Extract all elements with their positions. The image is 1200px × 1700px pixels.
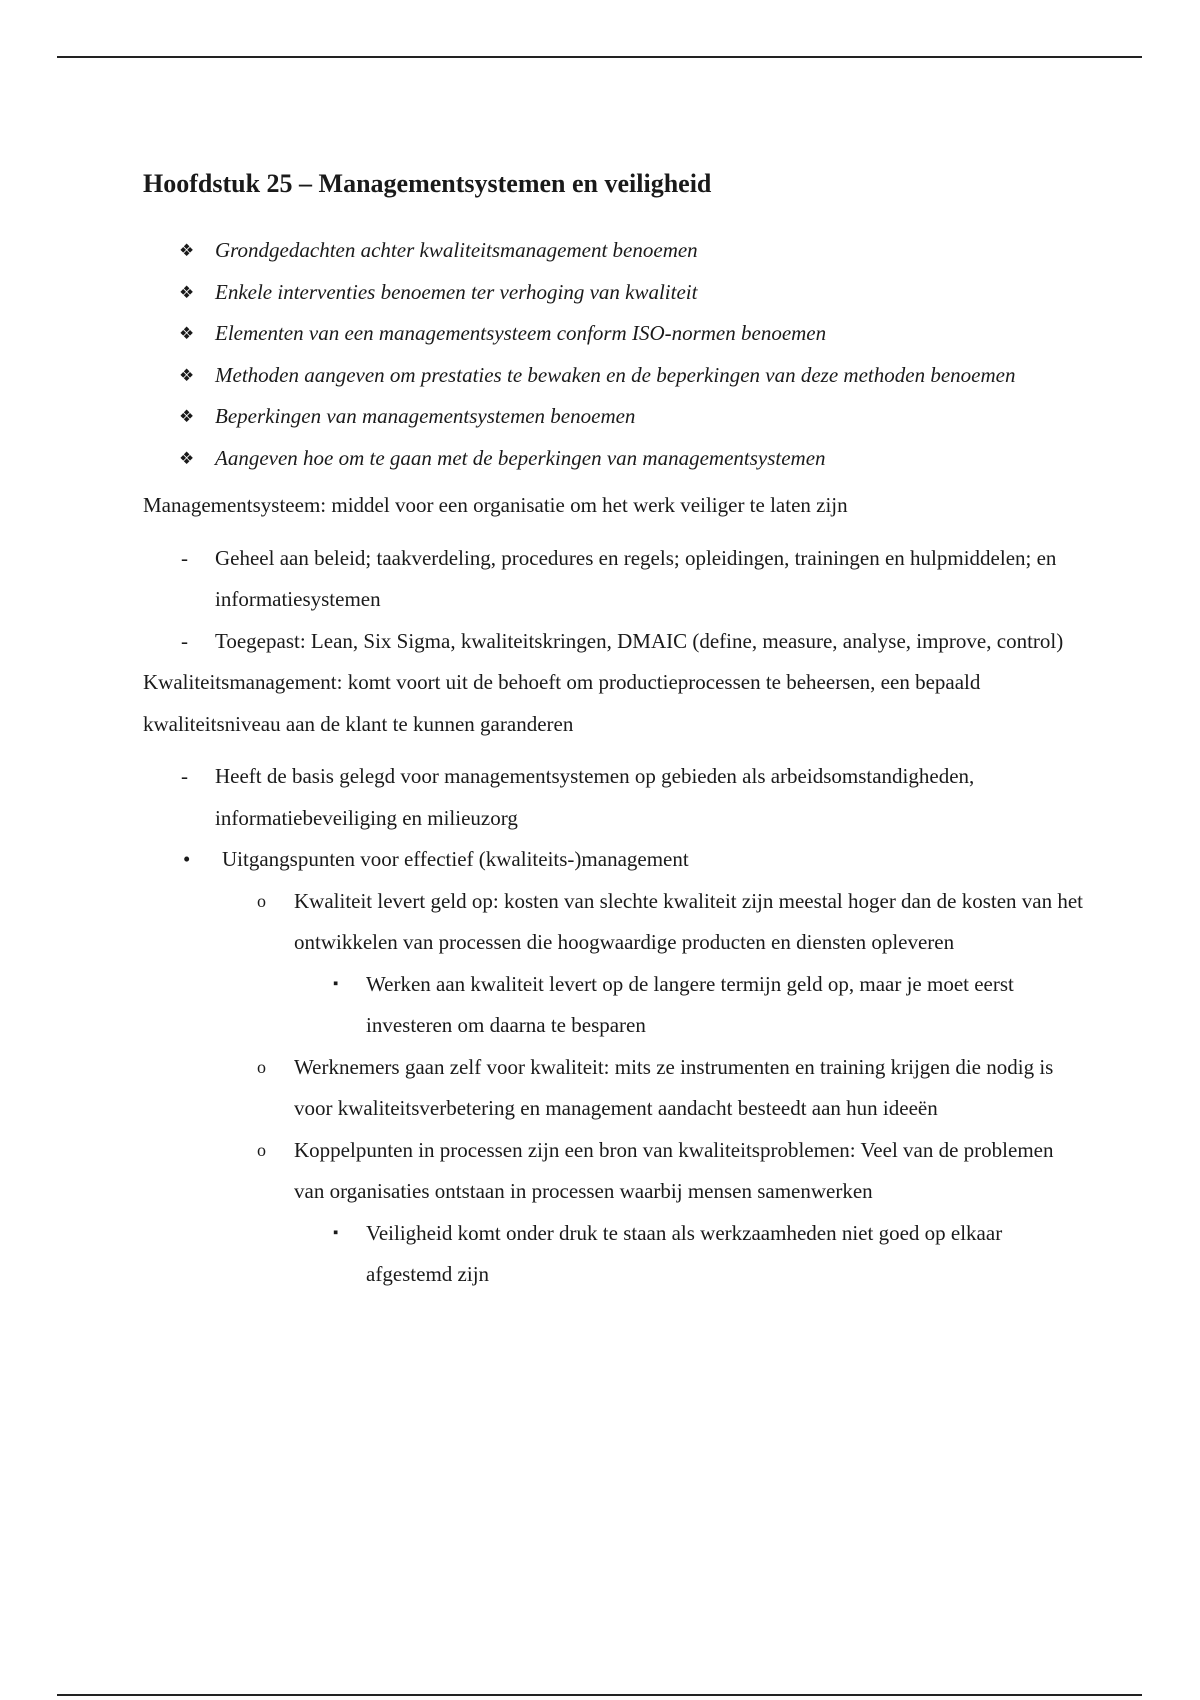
dash-bullet-icon: - bbox=[181, 628, 188, 653]
circle-bullet-icon: o bbox=[257, 890, 266, 911]
circle-bullet-icon: o bbox=[257, 1056, 266, 1077]
objective-text: Elementen van een managementsysteem conform ISO-normen benoemen bbox=[215, 321, 827, 345]
diamond-bullet-icon: ❖ bbox=[179, 241, 195, 260]
objective-text: Beperkingen van managementsystemen benoemen bbox=[215, 404, 636, 428]
square-bullet-icon: ▪ bbox=[333, 975, 339, 992]
principles-list bbox=[143, 839, 1083, 881]
list-item bbox=[143, 538, 1083, 621]
subitem-text: Werken aan kwaliteit levert op de langere termijn geld op, maar je moet eerst investeren om daarna te besparen bbox=[366, 971, 1014, 1037]
learning-objectives bbox=[143, 230, 1083, 479]
list-item-text: Heeft de basis gelegd voor managementsystemen op gebieden als arbeidsomstandigheden, informatiebeveiliging en milieuzorg bbox=[215, 764, 975, 830]
objective-item bbox=[143, 230, 1083, 272]
principle-text: Werknemers gaan zelf voor kwaliteit: mits ze instrumenten en training krijgen die nodig is voor kwaliteitsverbetering en management aandacht besteedt aan hun ideeën bbox=[294, 1054, 1054, 1120]
list-item bbox=[143, 839, 1083, 881]
top-rule bbox=[57, 56, 1142, 58]
principle-row bbox=[143, 1130, 1083, 1213]
subitem-row bbox=[143, 964, 1083, 1047]
list-item bbox=[143, 756, 1083, 839]
principle-row bbox=[143, 1047, 1083, 1130]
dot-bullet-icon: • bbox=[183, 847, 191, 871]
subitem-text: Veiligheid komt onder druk te staan als werkzaamheden niet goed op elkaar afgestemd zijn bbox=[366, 1220, 1003, 1286]
principle-item bbox=[143, 1047, 1083, 1130]
list-item-text: Geheel aan beleid; taakverdeling, procedures en regels; opleidingen, trainingen en hulpmiddelen; en informatiesystemen bbox=[215, 545, 1057, 611]
diamond-bullet-icon: ❖ bbox=[179, 448, 195, 468]
diamond-bullet-icon: ❖ bbox=[179, 324, 195, 343]
diamond-bullet-icon: ❖ bbox=[179, 365, 195, 385]
objective-item bbox=[143, 272, 1083, 314]
principle-subitems bbox=[143, 1213, 1083, 1296]
chapter-title: Hoofdstuk 25 – Managementsystemen en veiligheid bbox=[143, 169, 712, 198]
principle-row bbox=[143, 881, 1083, 964]
bottom-rule bbox=[57, 1694, 1142, 1696]
managementsysteem-definition: Managementsysteem: middel voor een organisatie om het werk veiliger te laten zijn bbox=[143, 493, 848, 517]
document-body bbox=[143, 160, 1083, 1296]
diamond-bullet-icon: ❖ bbox=[179, 282, 195, 302]
objective-item bbox=[143, 313, 1083, 355]
principle-text: Kwaliteit levert geld op: kosten van slechte kwaliteit zijn meestal hoger dan de kosten van het ontwikkelen van processen die hoogwaardige producten en diensten opleveren bbox=[294, 888, 1084, 954]
subitem-row bbox=[143, 1213, 1083, 1296]
list-item bbox=[143, 621, 1083, 663]
objective-text: Enkele interventies benoemen ter verhoging van kwaliteit bbox=[215, 279, 698, 304]
dash-bullet-icon: - bbox=[181, 764, 188, 788]
square-bullet-icon: ▪ bbox=[333, 1224, 339, 1241]
objective-text: Grondgedachten achter kwaliteitsmanagement benoemen bbox=[215, 238, 698, 262]
objective-item bbox=[143, 438, 1083, 480]
circle-bullet-icon: o bbox=[257, 1139, 266, 1160]
principle-item bbox=[143, 1130, 1083, 1296]
principle-text: Koppelpunten in processen zijn een bron van kwaliteitsproblemen: Veel van de problemen van organisaties ontstaan in processen waarbij mensen samenwerken bbox=[294, 1137, 1054, 1203]
diamond-bullet-icon: ❖ bbox=[179, 407, 195, 426]
principle-subitems bbox=[143, 964, 1083, 1047]
managementsysteem-points bbox=[143, 538, 1083, 663]
objective-item bbox=[143, 355, 1083, 397]
kwaliteitsmanagement-points bbox=[143, 756, 1083, 839]
objective-text: Methoden aangeven om prestaties te bewaken en de beperkingen van deze methoden benoemen bbox=[215, 362, 1016, 387]
subitem bbox=[143, 1213, 1083, 1296]
principles-items bbox=[143, 881, 1083, 1296]
dash-bullet-icon: - bbox=[181, 545, 188, 570]
list-item-text: Toegepast: Lean, Six Sigma, kwaliteitskringen, DMAIC (define, measure, analyse, improve, control) bbox=[215, 628, 1064, 653]
principle-item bbox=[143, 881, 1083, 1047]
principles-heading: Uitgangspunten voor effectief (kwaliteits-)management bbox=[222, 847, 689, 871]
objective-text: Aangeven hoe om te gaan met de beperkingen van managementsystemen bbox=[215, 445, 826, 470]
subitem bbox=[143, 964, 1083, 1047]
objective-item bbox=[143, 396, 1083, 438]
kwaliteitsmanagement-definition: Kwaliteitsmanagement: komt voort uit de behoeft om productieprocessen te beheersen, een bepaald kwaliteitsniveau aan de klant te kunnen garanderen bbox=[143, 670, 981, 736]
